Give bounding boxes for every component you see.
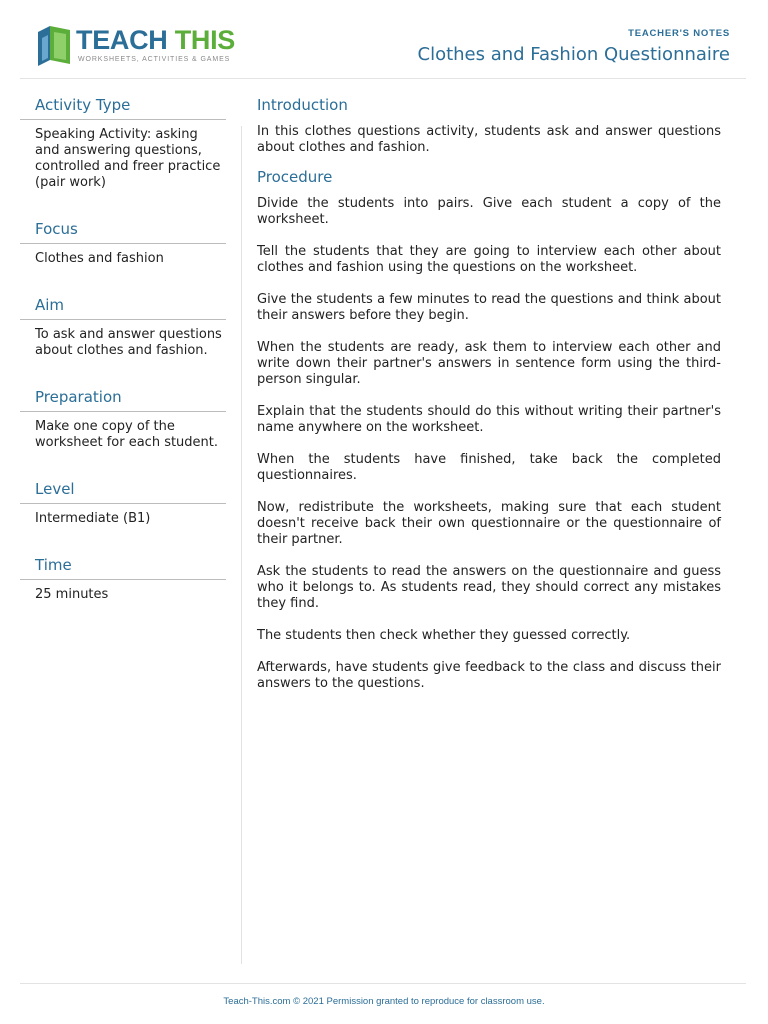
sidebar bbox=[20, 96, 226, 632]
logo-tagline: WORKSHEETS, ACTIVITIES & GAMES bbox=[78, 56, 231, 63]
time-section bbox=[20, 556, 226, 603]
procedure-heading: Procedure bbox=[257, 168, 333, 186]
procedure-step: When the students have finished, take back the completed questionnaires. bbox=[257, 452, 721, 483]
column-divider bbox=[241, 126, 242, 964]
main-content bbox=[257, 96, 721, 708]
footer-divider bbox=[20, 983, 746, 984]
introduction-text: In this clothes questions activity, students ask and answer questions about clothes and fashion. bbox=[257, 124, 721, 155]
footer-copyright[interactable]: Teach-This.com © 2021 Permission granted to reproduce for classroom use. bbox=[223, 996, 545, 1007]
level-section bbox=[20, 480, 226, 527]
procedure-step: Give the students a few minutes to read the questions and think about their answers before they begin. bbox=[257, 292, 721, 323]
level-heading: Level bbox=[20, 480, 226, 504]
procedure-step: Tell the students that they are going to interview each other about clothes and fashion using the questions on the worksheet. bbox=[257, 244, 721, 275]
time-text: 25 minutes bbox=[35, 587, 109, 602]
procedure-step: When the students are ready, ask them to interview each other and write down their partner's answers in sentence form using the third-person singular. bbox=[257, 340, 721, 387]
logo-word-this: THIS bbox=[174, 25, 236, 55]
book-icon bbox=[36, 24, 74, 68]
teachers-notes-label: TEACHER'S NOTES bbox=[628, 28, 730, 39]
page-title: Clothes and Fashion Questionnaire bbox=[417, 44, 730, 65]
level-text: Intermediate (B1) bbox=[35, 511, 151, 526]
preparation-heading: Preparation bbox=[20, 388, 226, 412]
teach-this-logo[interactable] bbox=[36, 22, 236, 68]
activity-type-section bbox=[20, 96, 226, 191]
procedure-step: Divide the students into pairs. Give each student a copy of the worksheet. bbox=[257, 196, 721, 227]
focus-text: Clothes and fashion bbox=[35, 251, 164, 266]
procedure-step: Afterwards, have students give feedback to the class and discuss their answers to the questions. bbox=[257, 660, 721, 691]
procedure-step: The students then check whether they guessed correctly. bbox=[257, 628, 631, 643]
introduction-heading: Introduction bbox=[257, 96, 348, 114]
logo-word-teach: TEACH bbox=[76, 25, 168, 55]
logo-wordmark bbox=[76, 24, 235, 56]
activity-type-heading: Activity Type bbox=[20, 96, 226, 120]
time-heading: Time bbox=[20, 556, 226, 580]
procedure-step: Now, redistribute the worksheets, making sure that each student doesn't receive back their own questionnaire or the questionnaire of their partner. bbox=[257, 500, 721, 547]
page-header bbox=[20, 0, 746, 79]
aim-heading: Aim bbox=[20, 296, 226, 320]
preparation-section bbox=[20, 388, 226, 451]
aim-section bbox=[20, 296, 226, 359]
procedure-step: Explain that the students should do this without writing their partner's name anywhere on the worksheet. bbox=[257, 404, 721, 435]
focus-section bbox=[20, 220, 226, 267]
focus-heading: Focus bbox=[20, 220, 226, 244]
preparation-text: Make one copy of the worksheet for each student. bbox=[35, 419, 219, 450]
aim-text: To ask and answer questions about clothes and fashion. bbox=[35, 327, 222, 358]
procedure-step: Ask the students to read the answers on the questionnaire and guess who it belongs to. As students read, they should correct any mistakes they find. bbox=[257, 564, 721, 611]
activity-type-text: Speaking Activity: asking and answering questions, controlled and freer practice (pair work) bbox=[35, 127, 221, 190]
